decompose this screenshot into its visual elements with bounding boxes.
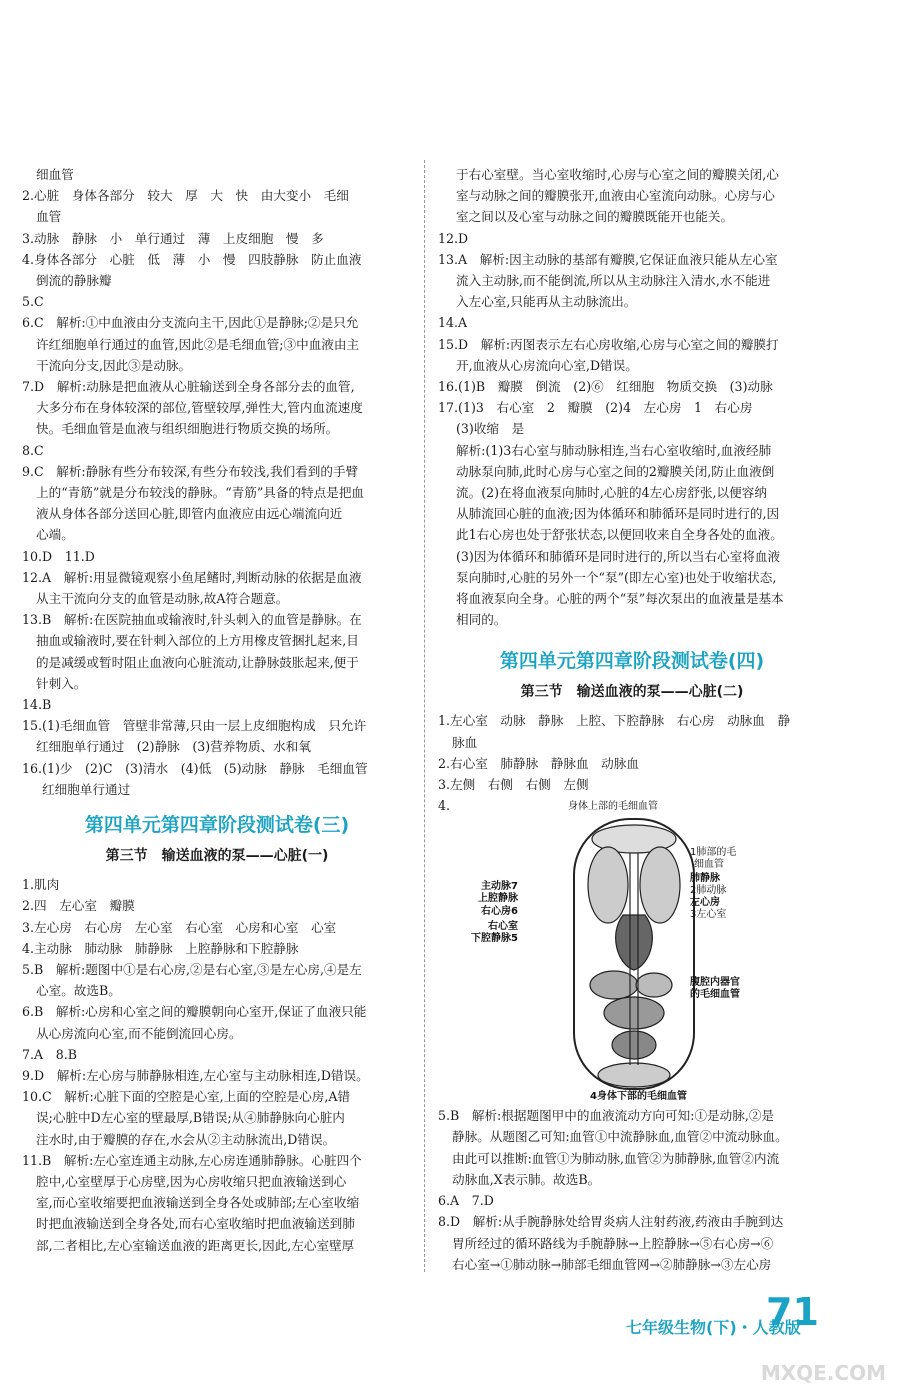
- answer-line: 心端。: [36, 527, 74, 543]
- answer-line: 液从身体各部分送回心脏,即管内血液应由远心端流向近: [36, 506, 343, 522]
- answer-line: 8.C: [22, 442, 44, 458]
- answer-line: 10.C 解析:心脏下面的空腔是心室,上面的空腔是心房,A错: [22, 1089, 351, 1105]
- label-left-atrium: 左心房: [690, 897, 720, 909]
- answer-line: 腔中,心室壁厚于心房壁,因为心房收缩只把血液输送到心: [36, 1173, 347, 1189]
- answer-line: 解析:(1)3右心室与肺动脉相连,当右心室收缩时,血液经肺: [456, 442, 772, 458]
- answer-line: 大多分布在身体较深的部位,管壁较厚,弹性大,管内血流速度: [36, 400, 363, 416]
- label-right-ventricle: 右心室: [488, 921, 518, 933]
- right-answers-part2: [438, 710, 826, 795]
- figure-number: 4.: [438, 798, 451, 814]
- label-pulmonary-vein: 肺静脉: [690, 873, 720, 885]
- answer-line: 6.C 解析:①中血液由分支流向主干,因此①是静脉;②是只允: [22, 315, 359, 331]
- answer-line: 室,而心室收缩要把血液输送到全身各处或肺部;左心室收缩: [36, 1195, 360, 1211]
- answer-line: 10.D 11.D: [22, 548, 95, 564]
- figure-top-label: 身体上部的毛细血管: [568, 801, 658, 813]
- answer-line: 流。(2)在将血液泵向肺时,心脏的4左心房舒张,以便容纳: [456, 485, 767, 501]
- label-lung-capillaries-1: 1肺部的毛: [690, 847, 737, 859]
- grade-label: 七年级生物(下)・人教版: [626, 1318, 801, 1337]
- answer-line: 13.A 解析:因主动脉的基部有瓣膜,它保证血液只能从左心室: [438, 251, 778, 267]
- answer-line: (3)因为体循环和肺循环是同时进行的,所以当右心室将血液: [456, 548, 781, 564]
- answer-line: 将血液泵向全身。心脏的两个“泵”每次泵出的血液量是基本: [456, 591, 784, 607]
- answer-line: 开,血液从心房流向心室,D错误。: [456, 357, 638, 373]
- answer-line: 泵向肺时,心脏的另外一个“泵”(即左心室)也处于收缩状态,: [456, 569, 777, 585]
- answer-line: 1.左心室 动脉 静脉 上腔、下腔静脉 右心房 动脉血 静: [438, 713, 791, 729]
- answer-line: 上的“青筋”就是分布较浅的静脉。“青筋”具备的特点是把血: [36, 485, 365, 501]
- label-right-atrium: 右心房6: [481, 906, 518, 918]
- answer-line: 7.A 8.B: [22, 1046, 77, 1062]
- answer-line: 9.D 解析:左心房与肺静脉相连,左心室与主动脉相连,D错误。: [22, 1067, 369, 1083]
- answer-line: 4.身体各部分 心脏 低 薄 小 慢 四肢静脉 防止血液: [22, 251, 362, 267]
- label-superior-vena-cava: 上腔静脉: [478, 893, 518, 905]
- answer-line: 5.B 解析:根据题图甲中的血液流动方向可知:①是动脉,②是: [438, 1108, 775, 1124]
- section-heading-3: 第四单元第四章阶段测试卷(三): [84, 814, 350, 837]
- answer-line: 9.C 解析:静脉有些分布较深,有些分布较浅,我们看到的手臂: [22, 463, 359, 479]
- left-answers-part2: [22, 874, 412, 1256]
- answer-line: 相同的。: [456, 612, 507, 628]
- answer-line: 误;心脏中D左心室的壁最厚,B错误;从④肺静脉向心脏内: [36, 1110, 345, 1126]
- answer-line: 15.D 解析:丙图表示左右心房收缩,心房与心室之间的瓣膜打: [438, 336, 779, 352]
- answer-line: 16.(1)B 瓣膜 倒流 (2)⑥ 红细胞 物质交换 (3)动脉: [438, 379, 773, 395]
- answer-line: 此1右心房也处于舒张状态,以便回收来自全身各处的血液。: [456, 527, 783, 543]
- answer-line: 从心房流向心室,而不能倒流回心房。: [36, 1025, 242, 1041]
- answer-line: 2.右心室 肺静脉 静脉血 动脉血: [438, 755, 639, 771]
- label-aorta: 主动脉7: [481, 881, 518, 893]
- answer-line: (3)收缩 是: [456, 421, 525, 437]
- answer-line: 红细胞单行通过: [42, 781, 131, 797]
- answer-line: 的是减缓或暂时阻止血液向心脏流动,让静脉鼓胀起来,便于: [36, 654, 359, 670]
- answer-line: 12.A 解析:用显微镜观察小鱼尾鳍时,判断动脉的依据是血液: [22, 569, 362, 585]
- answer-line: 右心室→①肺动脉→肺部毛细血管网→②肺静脉→③左心房: [452, 1256, 772, 1272]
- watermark-logo: [756, 1312, 892, 1388]
- answer-line: 心室。故选B。: [36, 983, 121, 999]
- answer-line: 干流向分支,因此③是动脉。: [36, 357, 192, 373]
- answer-line: 5.B 解析:题图中①是右心房,②是右心室,③是左心房,④是左: [22, 961, 362, 977]
- answer-line: 8.D 解析:从手腕静脉处给胃炎病人注射药液,药液由手腕到达: [438, 1214, 784, 1230]
- answer-line: 倒流的静脉瓣: [36, 273, 112, 289]
- circulation-diagram: [438, 795, 826, 1103]
- answer-line: 13.B 解析:在医院抽血或输液时,针头刺入的血管是静脉。在: [22, 612, 362, 628]
- answer-line: 6.B 解析:心房和心室之间的瓣膜朝向心室开,保证了血液只能: [22, 1004, 367, 1020]
- label-abdominal-capillaries-1: 腹腔内器官: [690, 977, 740, 989]
- answer-line: 快。毛细血管是血液与组织细胞进行物质交换的场所。: [36, 421, 339, 437]
- label-abdominal-capillaries-2: 的毛细血管: [690, 989, 740, 1001]
- left-answers-part1: [22, 164, 412, 800]
- section-subheading-4: 第三节 输送血液的泵——心脏(二): [520, 684, 744, 701]
- answer-line: 室与动脉之间的瓣膜张开,血液由心室流向动脉。心房与心: [456, 188, 775, 204]
- answer-line: 7.D 解析:动脉是把血液从心脏输送到全身各部分去的血管,: [22, 379, 355, 395]
- answer-line: 于右心室壁。当心室收缩时,心房与心室之间的瓣膜关闭,心: [456, 167, 779, 182]
- svg-text:MXQE.COM: MXQE.COM: [760, 1361, 886, 1385]
- answer-line: 部,二者相比,左心室输送血液的距离更长,因此,左心室壁厚: [36, 1237, 355, 1253]
- answer-line: 静脉。从题图乙可知:血管①中流静脉血,血管②中流动脉血。: [452, 1129, 788, 1145]
- answer-line: 注水时,由于瓣膜的存在,水会从②主动脉流出,D错误。: [36, 1131, 336, 1147]
- right-answers-part3: [438, 1105, 826, 1275]
- answer-line: 11.B 解析:左心室连通主动脉,左心房连通肺静脉。心脏四个: [22, 1152, 362, 1168]
- label-lung-capillaries-2: 细血管: [694, 859, 724, 871]
- answer-line: 16.(1)少 (2)C (3)清水 (4)低 (5)动脉 静脉 毛细血管: [22, 760, 368, 776]
- answer-line: 2.心脏 身体各部分 较大 厚 大 快 由大变小 毛细: [22, 188, 349, 204]
- answer-line: 细血管: [36, 167, 74, 182]
- right-column: [438, 164, 826, 1275]
- answer-line: 17.(1)3 右心室 2 瓣膜 (2)4 左心房 1 右心房: [438, 400, 753, 416]
- answer-line: 2.四 左心室 瓣膜: [22, 898, 135, 914]
- answer-line: 4.主动脉 肺动脉 肺静脉 上腔静脉和下腔静脉: [22, 940, 299, 956]
- page-number: 71: [766, 1290, 819, 1334]
- page-footer: [0, 1290, 900, 1390]
- circulation-figure: [438, 795, 826, 1105]
- answer-line: 室之间以及心室与动脉之间的瓣膜既能开也能关。: [456, 209, 734, 225]
- figure-bottom-label: 4身体下部的毛细血管: [590, 1091, 687, 1103]
- answer-line: 时把血液输送到全身各处,而右心室收缩时把血液输送到肺: [36, 1216, 355, 1232]
- answer-line: 从主干流向分支的血管是动脉,故A符合题意。: [36, 591, 289, 607]
- answer-line: 入左心室,只能再从主动脉流出。: [456, 294, 637, 310]
- answer-line: 流入主动脉,而不能倒流,所以从主动脉注入清水,水不能进: [456, 273, 771, 289]
- answer-line: 从肺流回心脏的血液;因为体循环和肺循环是同时进行的,因: [456, 506, 780, 522]
- answer-line: 动脉血,X表示肺。故选B。: [452, 1171, 601, 1187]
- label-pulmonary-artery: 2肺动脉: [690, 885, 727, 897]
- answer-line: 3.动脉 静脉 小 单行通过 薄 上皮细胞 慢 多: [22, 230, 324, 246]
- answer-line: 抽血或输液时,要在针刺入部位的上方用橡皮管捆扎起来,目: [36, 633, 359, 649]
- label-inferior-vena-cava: 下腔静脉5: [471, 933, 518, 945]
- section-heading-4: 第四单元第四章阶段测试卷(四): [499, 650, 765, 673]
- answer-line: 由此可以推断:血管①为肺动脉,血管②为肺静脉,血管②内流: [452, 1150, 780, 1166]
- answer-line: 5.C: [22, 294, 44, 310]
- answer-line: 针刺入。: [36, 675, 87, 691]
- answer-line: 1.肌肉: [22, 877, 60, 893]
- answer-line: 许红细胞单行通过的血管,因此②是毛细血管;③中血液由主: [36, 336, 360, 352]
- answer-line: 6.A 7.D: [438, 1193, 494, 1209]
- answer-line: 脉血: [452, 734, 478, 750]
- answer-line: 14.B: [22, 697, 52, 713]
- answer-line: 3.左侧 右侧 右侧 左侧: [438, 777, 589, 793]
- answer-line: 14.A: [438, 315, 468, 331]
- answer-line: 血管: [36, 209, 62, 225]
- answer-line: 3.左心房 右心房 左心室 右心室 心房和心室 心室: [22, 919, 337, 935]
- answer-line: 胃所经过的循环路线为手腕静脉→上腔静脉→⑤右心房→⑥: [452, 1235, 774, 1251]
- answer-line: 15.(1)毛细血管 管壁非常薄,只由一层上皮细胞构成 只允许: [22, 718, 367, 734]
- answer-line: 动脉泵向肺,此时心房与心室之间的2瓣膜关闭,防止血液倒: [456, 463, 775, 479]
- answer-line: 红细胞单行通过 (2)静脉 (3)营养物质、水和氧: [36, 739, 311, 755]
- section-subheading-3: 第三节 输送血液的泵——心脏(一): [105, 848, 329, 865]
- diagram-illustration: [574, 819, 694, 1089]
- answer-line: 12.D: [438, 230, 469, 246]
- left-column: [22, 164, 412, 1256]
- right-answers-part1: [438, 164, 826, 630]
- label-left-ventricle: 3左心室: [690, 909, 727, 921]
- column-divider: [424, 160, 425, 1272]
